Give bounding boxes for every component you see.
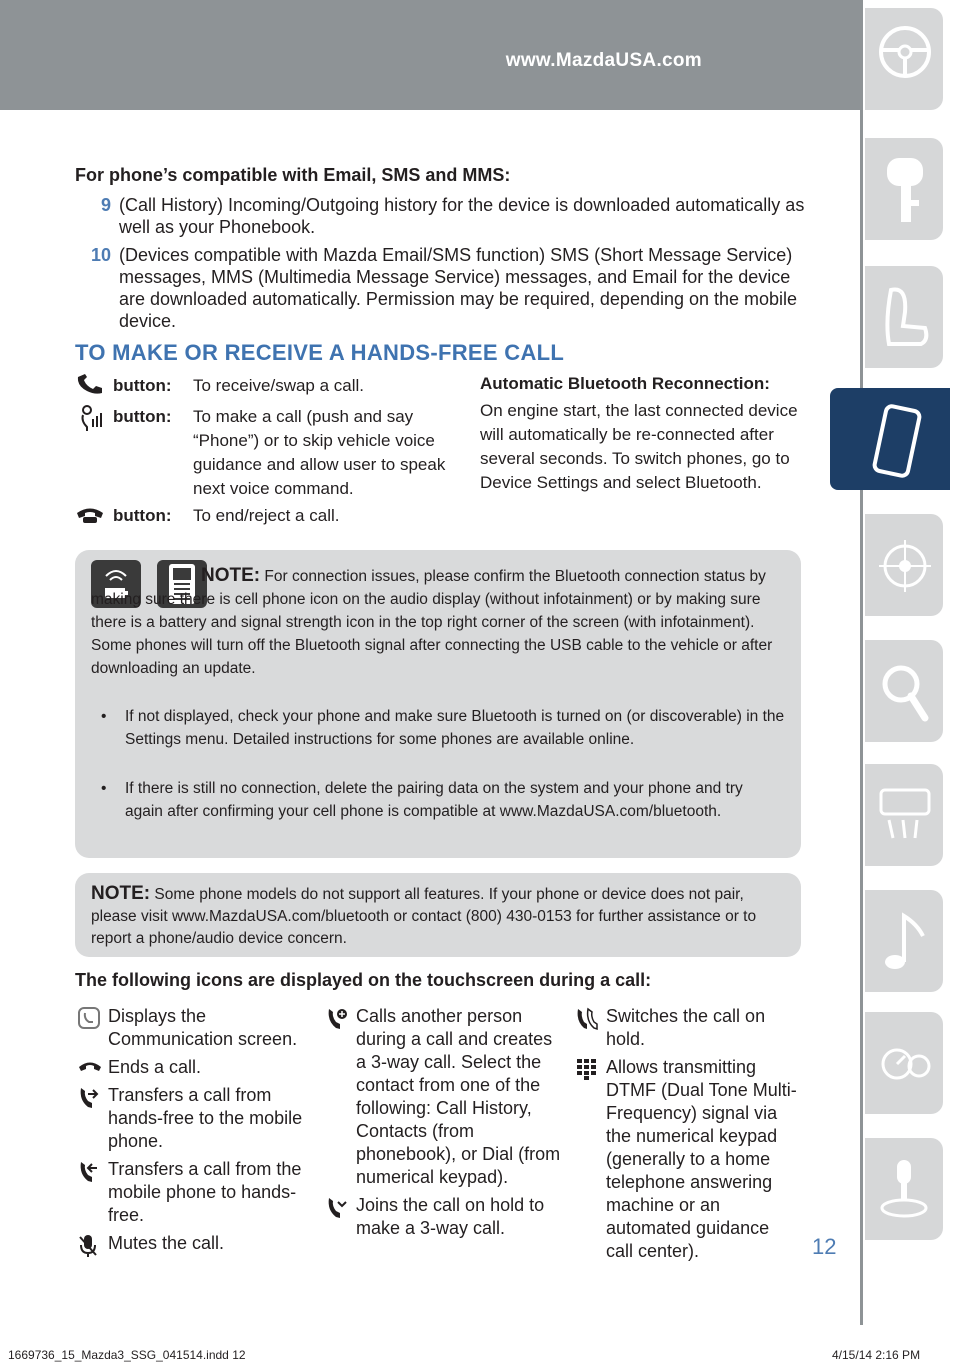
tab-search[interactable] — [865, 640, 943, 742]
icon-desc: Transfers a call from hands-free to the mobile phone. — [108, 1085, 303, 1151]
steering-wheel-icon — [877, 24, 933, 80]
section-title: TO MAKE OR RECEIVE A HANDS-FREE CALL — [75, 340, 565, 365]
button-label: button: — [113, 376, 172, 395]
item-text: (Devices compatible with Mazda Email/SMS function) SMS (Short Message Service) messages, MMS (Multimedia Message Service) messages, and Email for the device are downloaded automatically. Permission may be required, depending on the mobile device. — [119, 245, 798, 331]
phone-pickup-icon — [75, 374, 105, 396]
icon-desc: Switches the call on hold. — [606, 1006, 766, 1049]
icon-desc: Mutes the call. — [108, 1233, 225, 1253]
talk-button-icon — [75, 405, 105, 431]
compat-heading: For phone’s compatible with Email, SMS and MMS: — [75, 165, 511, 185]
icon-item-add-call — [326, 1005, 561, 1189]
transfer-to-handsfree-icon — [78, 1160, 100, 1184]
icon-desc: Ends a call. — [108, 1057, 202, 1077]
note-box-compatibility — [75, 873, 801, 957]
item-number: 10 — [90, 245, 111, 265]
icon-item-transfer-to-handsfree — [78, 1158, 303, 1227]
icon-item-keypad — [576, 1056, 801, 1263]
list-item — [75, 244, 805, 332]
icon-item-end-call — [78, 1056, 303, 1079]
auto-reconnect — [480, 374, 800, 495]
button-desc: To receive/swap a call. — [193, 376, 365, 395]
icon-desc: Calls another person during a call and creates a 3-way call. Select the contact from one of the following: Call History, Contacts (from phonebook), or Dial (from numerical keypad). — [356, 1006, 561, 1187]
icon-item-transfer-to-phone — [78, 1084, 303, 1153]
icon-item-swap-call — [576, 1005, 801, 1051]
icon-desc: Allows transmitting DTMF (Dual Tone Multi-Frequency) signal via the numerical keypad (generally to a home telephone answering machine or an automated guidance call center). — [606, 1057, 797, 1261]
seat-icon — [877, 282, 933, 354]
shifter-icon — [877, 1154, 933, 1226]
transfer-to-phone-icon — [78, 1086, 100, 1110]
gauge-icon — [877, 1028, 933, 1100]
tab-transmission[interactable] — [865, 1138, 943, 1240]
tab-seat[interactable] — [865, 266, 943, 368]
icon-desc: Joins the call on hold to make a 3-way call. — [356, 1195, 545, 1238]
button-label: button: — [113, 506, 172, 525]
icon-desc: Transfers a call from the mobile phone to hands-free. — [108, 1159, 302, 1225]
button-desc: To end/reject a call. — [193, 506, 340, 525]
note2-body: Some phone models do not support all features. If your phone or device does not pair, please visit www.MazdaUSA.com/bluetooth or contact (800) 430-0153 for further assistance or to report a phone/audio device concern. — [91, 886, 757, 947]
item-text: (Call History) Incoming/Outgoing history for the device is downloaded automatically as well as your Phonebook. — [119, 195, 805, 237]
icon-list-col3 — [576, 1005, 801, 1268]
end-call-icon — [78, 1058, 102, 1076]
button-desc: To make a call (push and say “Phone”) or to skip vehicle voice guidance and allow user to speak next voice command. — [193, 407, 446, 498]
tab-steering[interactable] — [865, 8, 943, 110]
tab-rail-divider — [860, 0, 863, 1325]
mute-icon — [78, 1234, 98, 1258]
tab-gauges[interactable] — [865, 1012, 943, 1114]
note1-text — [91, 564, 791, 680]
note1-head: NOTE: — [201, 565, 261, 586]
print-timestamp: 4/15/14 2:16 PM — [832, 1348, 921, 1362]
tab-climate[interactable] — [865, 764, 943, 866]
note1-bullet: • If there is still no connection, delete the pairing data on the system and your phone and try again after confirming your cell phone is compatible at www.MazdaUSA.com/bluetooth. — [101, 778, 785, 823]
print-slug: 1669736_15_Mazda3_SSG_041514.indd 12 — [8, 1348, 246, 1362]
tab-navigation[interactable] — [865, 514, 943, 616]
icon-desc: Displays the Communication screen. — [108, 1006, 298, 1049]
swap-call-icon — [576, 1007, 598, 1031]
tab-audio[interactable] — [865, 890, 943, 992]
icon-item-join-call — [326, 1194, 561, 1240]
icon-item-communication — [78, 1005, 303, 1051]
phone-hangup-icon — [75, 504, 105, 526]
communication-screen-icon — [78, 1007, 100, 1029]
icons-section-title: The following icons are displayed on the touchscreen during a call: — [75, 970, 652, 990]
key-icon — [877, 154, 933, 226]
icon-list-col2 — [326, 1005, 561, 1245]
auto-reconnect-body: On engine start, the last connected device will automatically be re-connected after several seconds. To switch phones, go to Device Settings and select Bluetooth. — [480, 401, 798, 492]
add-call-icon — [326, 1007, 348, 1031]
tab-phone-active[interactable] — [830, 388, 950, 490]
tab-key[interactable] — [865, 138, 943, 240]
music-note-icon — [877, 906, 933, 978]
page-header — [0, 0, 862, 110]
note1-body: For connection issues, please confirm the Bluetooth connection status by making sure there is cell phone icon on the audio display (without infotainment) or by making sure there is a battery and signal strength icon in the top right corner of the screen (with infotainment). Some phones will turn off the Bluetooth signal after connecting the USB cable to the vehicle or after downloading an update. — [91, 568, 773, 677]
join-call-icon — [326, 1196, 348, 1220]
note1-bullet: • If not displayed, check your phone and make sure Bluetooth is turned on (or discoverable) in the Settings menu. Detailed instructions for some phones are available online. — [101, 706, 785, 751]
site-url[interactable]: www.MazdaUSA.com — [505, 50, 702, 71]
list-item — [75, 194, 805, 238]
item-number: 9 — [100, 195, 111, 215]
page-number: 12 — [812, 1234, 837, 1259]
keypad-icon — [576, 1058, 598, 1080]
icon-item-mute — [78, 1232, 303, 1255]
magnifier-icon — [877, 656, 933, 728]
smartphone-icon — [870, 404, 926, 484]
compat-section — [75, 165, 805, 338]
defroster-icon — [877, 780, 933, 852]
auto-reconnect-title: Automatic Bluetooth Reconnection: — [480, 374, 770, 393]
compass-icon — [877, 530, 933, 602]
note2-head: NOTE: — [91, 883, 151, 904]
button-label: button: — [113, 407, 172, 426]
icon-list-col1 — [78, 1005, 303, 1260]
note2-text — [91, 883, 791, 950]
note-box-connection — [75, 550, 801, 858]
